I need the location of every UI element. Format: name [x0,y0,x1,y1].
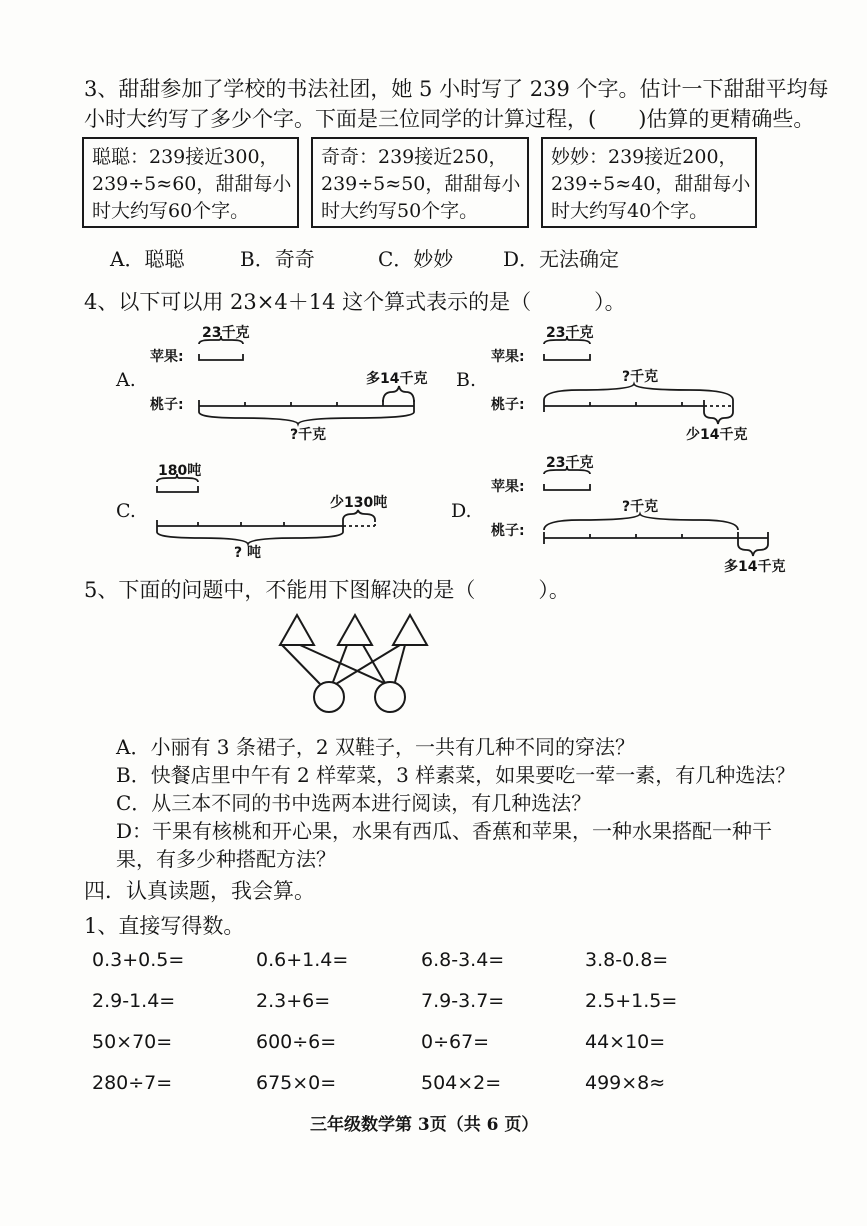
q4-a-apple-label: 苹果: [150,349,184,365]
calc-item: 0.3+0.5= [92,949,185,971]
page-footer: 三年级数学第 3页（共 6 页） [310,1115,539,1135]
q4-d-diff: 多14千克 [724,559,786,575]
q4-c-total: ? 吨 [234,545,261,561]
calc-item: 675×0= [256,1072,337,1094]
calc-item: 504×2= [421,1072,502,1094]
q4-b-peach-label: 桃子: [491,397,525,413]
box-line: 奇奇：239接近250， [321,146,508,168]
q5-option-d[interactable]: D：干果有核桃和开心果，水果有西瓜、香蕉和苹果，一种水果搭配一种干 [116,819,773,843]
triangle-shape [393,615,427,645]
calc-item: 6.8-3.4= [421,949,505,971]
calc-item: 600÷6= [256,1031,337,1053]
q4-b-apple-label: 苹果: [491,349,525,365]
q3-line1: 3、甜甜参加了学校的书法社团，她 5 小时写了 239 个字。估计一下甜甜平均每 [84,77,829,101]
q5-text: 5、下面的问题中，不能用下图解决的是（ ）。 [84,578,570,602]
calc-item: 50×70= [92,1031,173,1053]
q3-option-b[interactable]: B．奇奇 [240,247,315,271]
q4-c-diff: 少130吨 [330,495,388,511]
calc-item: 280÷7= [92,1072,173,1094]
calc-item: 0.6+1.4= [256,949,349,971]
box-line: 时大约写40个字。 [551,200,709,222]
box-line: 妙妙：239接近200， [551,146,738,168]
q4-d-letter[interactable]: D. [451,500,472,522]
q4-a-letter[interactable]: A. [116,369,136,391]
box-line: 239÷5≈60，甜甜每小 [92,173,292,195]
circle-shape [314,682,344,712]
q4-d-unit-value: 23千克 [546,455,594,471]
q4-text: 4、以下可以用 23×4＋14 这个算式表示的是（ ）。 [84,290,626,314]
q4-c-letter[interactable]: C. [116,500,136,522]
calc-item: 2.9-1.4= [92,990,176,1012]
q4-d-peach-label: 桃子: [491,523,525,539]
q3-line2: 小时大约写了多少个字。下面是三位同学的计算过程，( )估算的更精确些。 [84,107,815,131]
triangle-shape [338,615,372,645]
calc-item: 3.8-0.8= [585,949,669,971]
calc-item: 2.3+6= [256,990,331,1012]
section4-title: 四．认真读题，我会算。 [84,879,315,903]
q4-d-total: ?千克 [622,499,659,515]
box-line: 时大约写60个字。 [92,200,250,222]
q5-option-a[interactable]: A．小丽有 3 条裙子，2 双鞋子，一共有几种不同的穿法？ [116,735,635,759]
q4-c-unit-value: 180吨 [158,463,202,479]
calc-item: 44×10= [585,1031,666,1053]
q4-a-total: ?千克 [290,427,327,443]
q3-option-a[interactable]: A．聪聪 [110,247,185,271]
circle-shape [375,682,405,712]
box-line: 239÷5≈40，甜甜每小 [551,173,751,195]
q3-option-c[interactable]: C．妙妙 [378,247,454,271]
q4-b-total: ?千克 [622,369,659,385]
section4-sub: 1、直接写得数。 [84,914,245,938]
calc-item: 499×8≈ [585,1072,666,1094]
box-line: 聪聪：239接近300， [92,146,279,168]
q3-option-d[interactable]: D．无法确定 [503,247,620,271]
box-line: 239÷5≈50，甜甜每小 [321,173,521,195]
calc-item: 2.5+1.5= [585,990,678,1012]
triangle-shape [280,615,314,645]
q4-a-unit-value: 23千克 [202,325,250,341]
q5-option-b[interactable]: B．快餐店里中午有 2 样荤菜，3 样素菜，如果要吃一荤一素，有几种选法？ [116,763,796,787]
q4-d-apple-label: 苹果: [491,479,525,495]
q5-option-d-cont: 果，有多少种搭配方法？ [116,847,336,871]
q4-a-diff: 多14千克 [366,371,428,387]
q4-b-diff: 少14千克 [686,427,748,443]
box-line: 时大约写50个字。 [321,200,479,222]
q4-a-peach-label: 桃子: [150,397,184,413]
calc-item: 7.9-3.7= [421,990,505,1012]
calc-item: 0÷67= [421,1031,490,1053]
q4-b-unit-value: 23千克 [546,325,594,341]
q5-option-c[interactable]: C．从三本不同的书中选两本进行阅读，有几种选法？ [116,791,592,815]
q4-b-letter[interactable]: B. [456,369,477,391]
